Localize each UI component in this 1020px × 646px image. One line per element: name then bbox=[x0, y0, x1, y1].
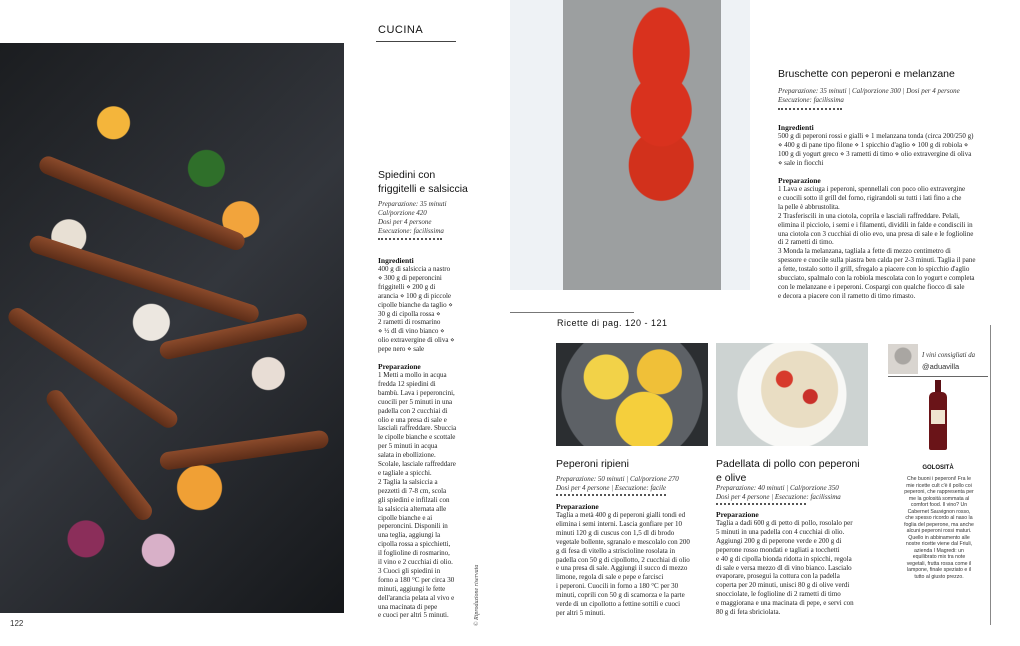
prep-heading: Preparazione bbox=[378, 362, 421, 371]
meta-rule bbox=[378, 238, 442, 242]
right-page bbox=[510, 0, 1020, 646]
padellata-meta-rule bbox=[716, 503, 806, 507]
bottle-label bbox=[931, 410, 945, 424]
wine-rule bbox=[888, 376, 988, 377]
ingredients-text: 400 g di salsiccia a nastro ⋄ 300 g di peperoncini friggitelli ⋄ 200 g di arancia ⋄ 100 g di piccole cipolle bianche da taglio ⋄ 30 g di cipolla rossa ⋄ 2 rametti di rosmarino ⋄ ½ dl di vino bianco ⋄ olio extravergine di oliva ⋄ pepe nero ⋄ sale bbox=[378, 265, 455, 354]
recipe-meta: Preparazione: 35 minuti Cal/porzione 420 Dosi per 4 persone Esecuzione: facilissima bbox=[378, 200, 447, 235]
bruschette-meta: Preparazione: 35 minuti | Cal/porzione 300 | Dosi per 4 persone Esecuzione: facilissima bbox=[778, 87, 960, 104]
bruschette-title: Bruschette con peperoni e melanzane bbox=[778, 68, 955, 80]
page-number: 122 bbox=[10, 619, 24, 628]
padellata-meta: Preparazione: 40 minuti | Cal/porzione 350 Dosi per 4 persone | Esecuzione: facilissima bbox=[716, 484, 841, 501]
skewer-decor bbox=[159, 429, 330, 470]
bruschette-meta-rule bbox=[778, 108, 842, 112]
bruschette-photo bbox=[510, 0, 750, 290]
peperoni-title: Peperoni ripieni bbox=[556, 458, 629, 470]
bruschette-ingredients-heading: Ingredienti bbox=[778, 123, 814, 132]
wine-text: Che buoni i peperoni! Fra le mie ricette cult c'è il pollo coi peperoni, che rappresenta per me la golosità sommata al comfort food. Il vino? Un Cabernet Sauvignon rosso, che spesso ricordo al naso la foglia del peperone, ma anche alcuni peperoni rossi maturi. Quello in abbinamento alle nostre ricette viene dal Friuli, azienda I Magredi: un equilibrato mix tra note vegetali, frutta rossa come il lampone, finale speziato e il tutto al giusto prezzo. bbox=[904, 476, 974, 580]
skewer-decor bbox=[158, 312, 308, 361]
padellata-prep-heading: Preparazione bbox=[716, 510, 759, 519]
peperoni-prep-heading: Preparazione bbox=[556, 502, 599, 511]
ricette-rule-top bbox=[510, 312, 634, 313]
bruschette-prep-text: 1 Lava e asciuga i peperoni, spennellali con poco olio extravergine e cuocili sotto il grill del forno, rigirandoli su tutti i lati fino a che la pelle è abbrustolita. 2 Trasferiscili in una ciotola, coprila e lasciali raffreddare. Pelali, elimina il picciolo, i semi e i filamenti, dividili in falde e condiscili in una ciotola con 3 cucchiai di olio evo, una presa di sale e le foglioline di 2 rametti di timo. 3 Monda la melanzana, tagliala a fette di mezzo centimetro di spessore e cuocile sulla piastra ben calda per 2-3 minuti. Taglia il pane a fette, tostalo sotto il grill, sfregalo a piacere con lo spicchio d'aglio sbucciato, spalmalo con la robiola mescolata con lo yogurt e completa con le melanzane e i peperoni. Cospargi con qualche fiocco di sale e decora a piacere con il rametto di timo rimasto. bbox=[778, 185, 976, 300]
section-title: CUCINA bbox=[378, 24, 424, 36]
peperoni-meta: Preparazione: 50 minuti | Cal/porzione 270 Dosi per 4 persone | Esecuzione: facile bbox=[556, 475, 679, 492]
skewer-decor bbox=[5, 305, 181, 432]
ingredients-heading: Ingredienti bbox=[378, 256, 414, 265]
skewer-decor bbox=[37, 154, 248, 253]
wine-heading: I vini consigliati da bbox=[922, 352, 976, 359]
padellata-photo bbox=[716, 343, 868, 446]
wine-badge-label: GOLOSITÀ bbox=[922, 465, 954, 471]
wine-handle: @aduavilla bbox=[922, 362, 960, 371]
padellata-prep-text: Taglia a dadi 600 g di petto di pollo, rosolalo per 5 minuti in una padella con 4 cucchiai di olio. Aggiungi 200 g di peperone verde e 200 g di peperone rosso mondati e tagliati a tocchetti e 40 g di cipolla bionda ridotta in spicchi, regola di sale e versa mezzo dl di vino bianco. Lascialo evaporare, prosegui la cottura con la padella coperta per 20 minuti, unisci 80 g di olive verdi snocciolate, le foglioline di 2 rametti di timo e maggiorana e una macinata di pepe, e servi con 80 g di feta sbriciolata. bbox=[716, 519, 854, 617]
peperoni-prep-text: Taglia a metà 400 g di peperoni gialli tondi ed elimina i semi interni. Lascia gonfiare per 10 minuti 120 g di cuscus con 1,5 dl di brodo vegetale bollente, sgranalo e mescolalo con 200 g di fesa di vitello a striscioline rosolata in padella con 50 g di cipollotto, 2 cucchiai di olio e una presa di sale. Aggiungi il succo di mezzo limone, regola di sale e pepe e farcisci i peperoni. Cuocili in forno a 180 °C per 30 minuti, coprili con 50 g di scamorza e la parte verde di un cipollotto a fettine sottili e cuoci per altri 5 minuti. bbox=[556, 511, 690, 617]
padellata-title: Padellata di pollo con peperoni e olive bbox=[716, 458, 860, 484]
bruschette-ingredients-text: 500 g di peperoni rossi e gialli ⋄ 1 melanzana tonda (circa 200/250 g) ⋄ 400 g di pane tipo filone ⋄ 1 spicchio d'aglio ⋄ 100 g di robiola ⋄ 100 g di yogurt greco ⋄ 3 rametti di timo ⋄ olio extravergine di oliva ⋄ sale in fiocchi bbox=[778, 132, 974, 167]
peperoni-photo bbox=[556, 343, 708, 446]
wine-bottle-icon bbox=[929, 380, 947, 450]
bruschette-prep-heading: Preparazione bbox=[778, 176, 821, 185]
ricette-label: Ricette di pag. 120 - 121 bbox=[557, 318, 668, 328]
skewers-photo bbox=[0, 43, 344, 613]
prep-text: 1 Metti a mollo in acqua fredda 12 spiedini di bambù. Lava i peperoncini, cuocili per 5 minuti in una padella con 2 cucchiai di olio e una presa di sale e lasciali raffreddare. Sbuccia le cipolle bianche e scottale per 5 minuti in acqua salata in ebollizione. Scolale, lasciale raffreddare e tagliale a spicchi. 2 Taglia la salsiccia a pezzetti di 7-8 cm, scola gli spiedini e infilzali con la salsiccia alternata alle cipolle bianche e ai peperoncini. Disponili in una teglia, aggiungi la cipolla rossa a spicchietti, il foglioline di rosmarino, il vino e 2 cucchiai di olio. 3 Cuoci gli spiedini in forno a 180 °C per circa 30 minuti, aggiungi le fette dell'arancia pelata al vivo e una macinata di pepe e cuoci per altri 5 minuti. bbox=[378, 371, 457, 620]
recipe-title: Spiedini con friggitelli e salsiccia bbox=[378, 169, 468, 195]
photo-credit: © Riproduzione riservata bbox=[474, 564, 480, 626]
peperoni-meta-rule bbox=[556, 494, 666, 498]
section-rule bbox=[376, 41, 456, 42]
sommelier-avatar bbox=[888, 344, 918, 374]
